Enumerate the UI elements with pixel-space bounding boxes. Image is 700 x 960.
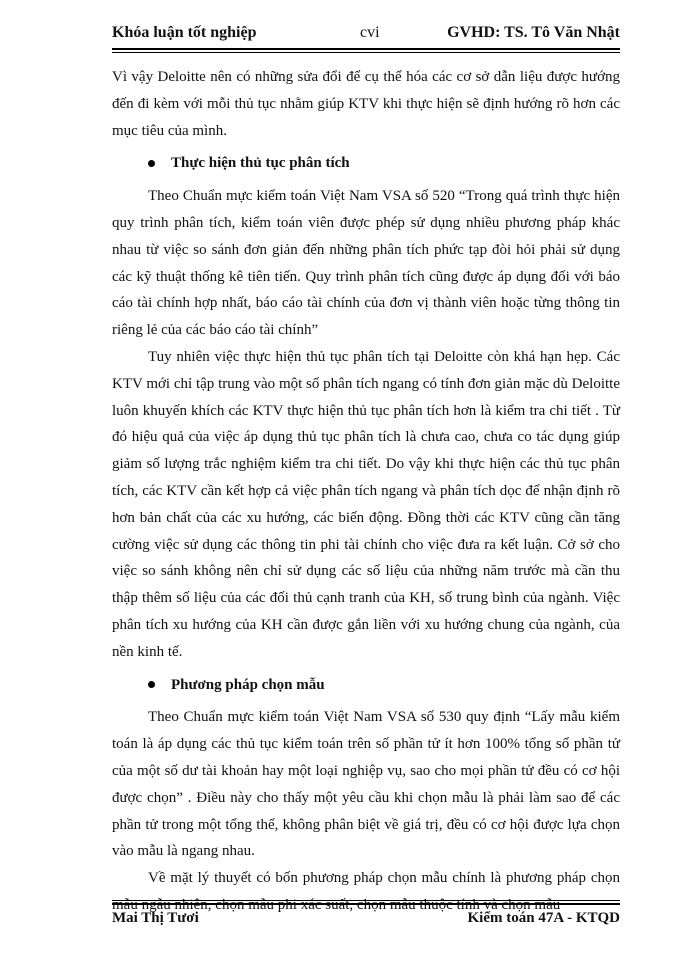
bullet-icon — [148, 681, 155, 688]
paragraph-4: Theo Chuẩn mực kiểm toán Việt Nam VSA số 530 quy định “Lấy mẫu kiểm toán là áp dụng các thủ tục kiểm toán trên số phần tử ít hơn 100% tổng số phần tử của một số dư tài khoản hay một loại nghiệp vụ, sao cho mọi phần tử đều có cơ hội được chọn” . Điều này cho thấy một yêu cầu khi chọn mẫu là phải làm sao để các phần tử trong một tổng thể, không phân biệt về giá trị, đều có cơ hội được lựa chọn vào mẫu là ngang nhau. — [112, 709, 620, 860]
paragraph-1: Vì vậy Deloitte nên có những sửa đổi để cụ thể hóa các cơ sở dẫn liệu được hướng đến đi kèm với mỗi thủ tục nhằm giúp KTV khi thực hiện sẽ định hướng rõ hơn các mục tiêu của mình. — [112, 69, 620, 139]
bullet-icon — [148, 160, 155, 167]
page-header — [112, 20, 620, 46]
footer-author: Mai Thị Tươi — [112, 910, 199, 926]
header-page-number: cvi — [360, 24, 380, 41]
footer-divider-thick — [112, 903, 620, 905]
header-divider-thick — [112, 48, 620, 50]
paragraph-5: Về mặt lý thuyết có bốn phương pháp chọn mẫu chính là phương pháp chọn — [148, 870, 620, 887]
footer-divider-thin — [112, 900, 620, 901]
heading-text: Thực hiện thủ tục phân tích — [171, 155, 350, 172]
header-supervisor: GVHD: TS. Tô Văn Nhật — [447, 24, 620, 41]
section-heading-sampling — [112, 672, 620, 699]
header-thesis-title: Khóa luận tốt nghiệp — [112, 24, 257, 41]
paragraph-3: Tuy nhiên việc thực hiện thủ tục phân tích tại Deloitte còn khá hạn hẹp. Các KTV mới chỉ tập trung vào một số phân tích ngang có tính đơn giản mặc dù Deloitte luôn khuyến khích các KTV thực hiện thủ tục phân tích hơn là kiểm tra chi tiết . Từ đó hiệu quả của việc áp dụng thủ tục phân tích là chưa cao, chưa co tác dụng giúp giảm số lượng trắc nghiệm kiểm tra chi tiết. Do vậy khi thực hiện các thủ tục phân tích, các KTV cần kết hợp cả việc phân tích ngang và phân tích dọc để nhận định rõ hơn bản chất của các xu hướng, các biến động. Đồng thời các KTV cũng cần tăng cường việc sử dụng các thông tin phi tài chính cho việc đưa ra kết luận. Cở sở cho việc so sánh không nên chỉ sử dụng các số liệu của những năm trước mà cần thu thập thêm số liệu của các đối thủ cạnh tranh của KH, số trung bình của ngành. Việc phân tích xu hướng của KH cần được gắn liền với xu hướng chung của ngành, của nền kinh tế. — [112, 348, 620, 660]
heading-text: Phương pháp chọn mẫu — [171, 676, 325, 693]
footer-class: Kiểm toán 47A - KTQD — [467, 910, 620, 926]
page-content — [112, 64, 620, 919]
section-heading-analysis — [112, 150, 620, 177]
header-divider-thin — [112, 52, 620, 53]
page-footer — [112, 910, 620, 936]
paragraph-2: Theo Chuẩn mực kiểm toán Việt Nam VSA số 520 “Trong quá trình thực hiện quy trình phân tích, kiểm toán viên được phép sử dụng nhiều phương pháp khác nhau từ việc so sánh đơn giản đến những phân tích phức tạp đòi hỏi phải sử dụng các kỹ thuật thống kê tiên tiến. Quy trình phân tích cũng được áp dụng đối với báo cáo tài chính hợp nhất, báo cáo tài chính của đơn vị thành viên hoặc từng thông tin riêng lẻ của các báo cáo tài chính” — [112, 188, 620, 339]
